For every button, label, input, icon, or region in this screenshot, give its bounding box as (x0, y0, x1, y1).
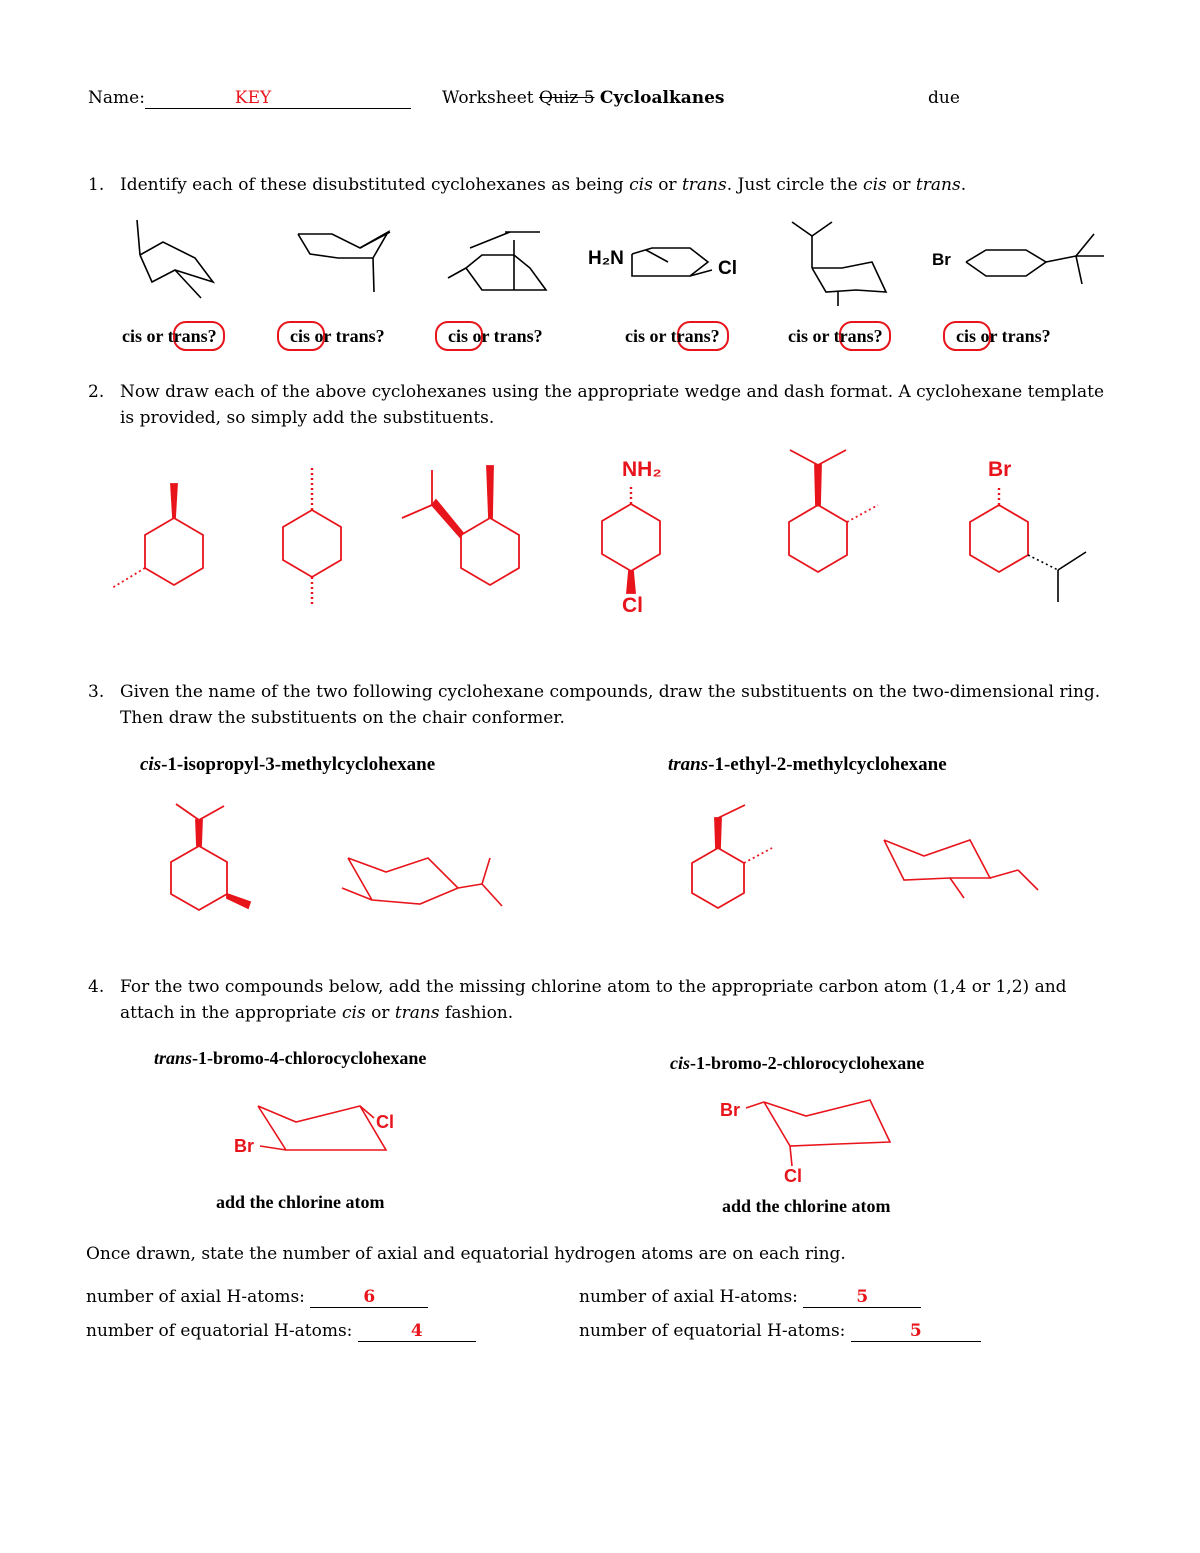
q2-nh2-label: NH₂ (622, 458, 662, 481)
page-title: Cycloalkanes (599, 88, 725, 108)
q2-line2: is provided, so simply add the substituents. (120, 408, 495, 428)
q3-compound-1: cis-1-isopropyl-3-methylcyclohexane (140, 754, 436, 775)
q4-line2: attach in the appropriate cis or trans fashion. (120, 1003, 514, 1023)
q1-h2n-label: H₂N (588, 248, 624, 269)
q1-structure-6 (966, 234, 1104, 284)
right-axial-answer: 5 (803, 1287, 921, 1308)
q4-2-br-label: Br (720, 1100, 741, 1120)
q3-number: 3. (88, 682, 105, 702)
q2-structure-3 (402, 466, 519, 585)
worksheet-label: Worksheet (442, 88, 534, 108)
q4-structure-1-chair (258, 1106, 386, 1150)
q1-structure-1 (137, 220, 213, 298)
q1-structure-4 (632, 248, 712, 276)
left-eq-line: number of equatorial H-atoms: 4 (86, 1321, 476, 1342)
q2-structure-5 (789, 450, 878, 572)
q1-choice-6: cis or trans? (956, 326, 1051, 346)
struck-quiz: Quiz 5 (539, 88, 595, 108)
q2-structure-1 (112, 484, 203, 588)
q2-structure-6 (970, 488, 1028, 572)
q1-choice-2: cis or trans? (290, 326, 385, 346)
q1-choice-4: cis or trans? (625, 326, 720, 346)
due-label: due (928, 88, 960, 108)
q1-choice-1: cis or trans? (122, 326, 217, 346)
q1-number: 1. (88, 175, 105, 195)
q2-number: 2. (88, 382, 105, 402)
q4-number: 4. (88, 977, 105, 997)
q3-line2: Then draw the substituents on the chair conformer. (120, 708, 565, 728)
q2-br-label: Br (988, 458, 1012, 481)
q2-structure-2 (283, 466, 341, 605)
q4-compound-1: trans-1-bromo-4-chlorocyclohexane (154, 1048, 427, 1068)
q2-line1: Now draw each of the above cyclohexanes using the appropriate wedge and dash format. A cyclohexane template (120, 382, 1104, 402)
right-eq-line: number of equatorial H-atoms: 5 (579, 1321, 981, 1342)
q1-choice-5: cis or trans? (788, 326, 883, 346)
q2-structure-4 (602, 484, 660, 593)
q4-compound-2: cis-1-bromo-2-chlorocyclohexane (670, 1053, 925, 1073)
name-label: Name: (88, 88, 145, 108)
q4-line1: For the two compounds below, add the missing chlorine atom to the appropriate carbon atom (1,4 or 1,2) and (120, 977, 1067, 997)
q1-text: Identify each of these disubstituted cyclohexanes as being cis or trans. Just circle the cis or trans. (120, 175, 967, 195)
left-axial-answer: 6 (310, 1287, 428, 1308)
q3-structure-1-chair (342, 858, 502, 906)
q1-br-label: Br (932, 250, 951, 269)
q3-structure-2-2d (692, 805, 772, 908)
q1-choice-3: cis or trans? (448, 326, 543, 346)
q4-add-label-2: add the chlorine atom (722, 1196, 891, 1216)
q1-structure-5 (792, 222, 886, 306)
q3-line1: Given the name of the two following cyclohexane compounds, draw the substituents on the two-dimensional ring. (120, 682, 1101, 702)
right-axial-line: number of axial H-atoms: 5 (579, 1287, 921, 1308)
q1-structure-3 (448, 232, 546, 290)
q2-6-dash (1028, 555, 1058, 570)
hcount-intro: Once drawn, state the number of axial and equatorial hydrogen atoms are on each ring. (86, 1244, 846, 1264)
q4-2-cl-label: Cl (784, 1166, 802, 1186)
q4-1-cl-label: Cl (376, 1112, 394, 1132)
q3-structure-2-chair (884, 840, 1038, 898)
q2-cl-label: Cl (622, 594, 643, 617)
q4-1-br-label: Br (234, 1136, 255, 1156)
q4-structure-2-chair (746, 1100, 890, 1166)
q1-structure-2 (298, 232, 390, 292)
q1-cl-label: Cl (718, 258, 737, 279)
left-eq-answer: 4 (358, 1321, 476, 1342)
q3-compound-2: trans-1-ethyl-2-methylcyclohexane (668, 754, 947, 775)
q3-structure-1-2d (171, 804, 250, 910)
q4-add-label-1: add the chlorine atom (216, 1192, 385, 1212)
answer-key: KEY (234, 88, 272, 108)
left-axial-line: number of axial H-atoms: 6 (86, 1287, 428, 1308)
right-eq-answer: 5 (851, 1321, 981, 1342)
